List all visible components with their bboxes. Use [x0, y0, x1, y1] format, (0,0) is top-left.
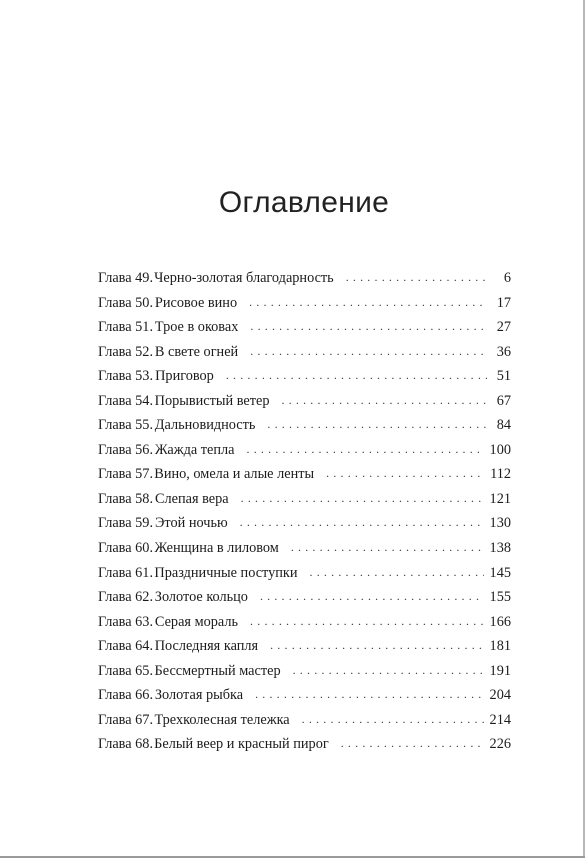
- toc-entry: [98, 266, 511, 291]
- toc-entry: [98, 438, 511, 463]
- toc-page-number: 145: [489, 564, 511, 581]
- toc-chapter-title: Порывистый ветер: [154, 392, 270, 409]
- toc-chapter-title: Золотая рыбка: [154, 687, 244, 704]
- toc-dot-leader: [250, 314, 487, 339]
- toc-chapter-number: Глава 51.: [98, 319, 154, 336]
- toc-entry: [98, 389, 511, 414]
- toc-entry: [98, 561, 511, 586]
- toc-chapter-number: Глава 66.: [98, 687, 154, 704]
- toc-page-number: 191: [489, 662, 511, 679]
- toc-chapter-number: Глава 61.: [98, 564, 154, 581]
- toc-chapter-title: Бессмертный мастер: [154, 662, 281, 679]
- toc-page-number: 226: [489, 736, 511, 753]
- toc-dot-leader: [250, 609, 484, 634]
- toc-dot-leader: [260, 584, 484, 609]
- toc-chapter-number: Глава 49.: [98, 270, 154, 286]
- toc-dot-leader: [281, 388, 487, 413]
- toc-chapter-number: Глава 55.: [98, 417, 154, 434]
- toc-chapter-title: Приговор: [155, 368, 214, 385]
- toc-chapter-number: Глава 53.: [98, 368, 154, 385]
- toc-entry: [98, 340, 511, 365]
- toc-entry: [98, 683, 511, 708]
- toc-chapter-title: Рисовое вино: [154, 294, 238, 311]
- toc-chapter-title: Слепая вера: [154, 490, 229, 507]
- toc-chapter-number: Глава 62.: [98, 589, 154, 606]
- toc-page-number: 155: [489, 589, 511, 606]
- toc-page-number: 112: [490, 466, 511, 483]
- toc-entry: [98, 462, 511, 487]
- toc-chapter-number: Глава 59.: [98, 515, 154, 532]
- toc-page-number: 17: [496, 294, 511, 311]
- toc-page-number: 84: [496, 417, 511, 434]
- toc-chapter-number: Глава 54.: [98, 392, 154, 409]
- toc-chapter-number: Глава 52.: [98, 343, 154, 360]
- toc-chapter-number: Глава 65.: [98, 662, 154, 679]
- toc-entry: [98, 315, 511, 340]
- toc-chapter-number: Глава 56.: [98, 441, 154, 458]
- toc-dot-leader: [326, 461, 484, 486]
- toc-entry: [98, 511, 511, 536]
- toc-chapter-number: Глава 60.: [98, 540, 154, 557]
- toc-dot-leader: [226, 363, 487, 388]
- toc-page-number: 67: [496, 392, 511, 409]
- toc-dot-leader: [241, 486, 484, 511]
- toc-chapter-title: Этой ночью: [154, 515, 228, 532]
- toc-entry: [98, 732, 511, 757]
- toc-page-number: 214: [489, 711, 511, 728]
- toc-entry: [98, 291, 511, 316]
- toc-dot-leader: [293, 658, 484, 683]
- toc-entry: [98, 364, 511, 389]
- toc-dot-leader: [302, 707, 484, 732]
- toc-page-number: 181: [489, 638, 511, 655]
- toc-dot-leader: [249, 290, 487, 315]
- table-of-contents: [98, 266, 511, 757]
- toc-chapter-title: Жажда тепла: [154, 441, 235, 458]
- toc-page-number: 130: [489, 515, 511, 532]
- toc-chapter-title: Трое в оковах: [154, 319, 239, 336]
- toc-page-number: 138: [489, 540, 511, 557]
- toc-entry: [98, 634, 511, 659]
- toc-page-number: 166: [489, 613, 511, 630]
- toc-chapter-number: Глава 63.: [98, 613, 154, 630]
- toc-entry: [98, 413, 511, 438]
- toc-chapter-title: Дальновидность: [154, 417, 256, 434]
- page-title: Оглавление: [218, 186, 390, 219]
- toc-chapter-title: Черно-золотая благодарность: [154, 270, 334, 286]
- toc-dot-leader: [291, 535, 484, 560]
- toc-chapter-number: Глава 57.: [98, 466, 154, 483]
- toc-page-number: 204: [489, 687, 511, 704]
- toc-chapter-title: Серая мораль: [154, 613, 239, 630]
- toc-page-number: 36: [496, 343, 511, 360]
- toc-page-number: 100: [489, 441, 511, 458]
- toc-entry: [98, 536, 511, 561]
- toc-chapter-title: Женщина в лиловом: [154, 540, 279, 557]
- toc-entry: [98, 610, 511, 635]
- toc-dot-leader: [250, 339, 487, 364]
- toc-chapter-number: Глава 64.: [98, 638, 154, 655]
- toc-chapter-title: Золотое кольцо: [154, 589, 248, 606]
- toc-entry: [98, 487, 511, 512]
- toc-entry: [98, 708, 511, 733]
- toc-dot-leader: [267, 412, 487, 437]
- toc-entry: [98, 659, 511, 684]
- toc-chapter-number: Глава 68.: [98, 736, 154, 753]
- toc-chapter-title: Последняя капля: [154, 638, 259, 655]
- toc-chapter-number: Глава 67.: [98, 711, 154, 728]
- toc-page-number: 121: [489, 490, 511, 507]
- toc-dot-leader: [346, 265, 487, 290]
- toc-page-number: 6: [503, 270, 511, 286]
- toc-dot-leader: [310, 560, 484, 585]
- toc-dot-leader: [255, 682, 483, 707]
- toc-chapter-title: Праздничные поступки: [154, 564, 298, 581]
- toc-dot-leader: [240, 510, 484, 535]
- toc-entry: [98, 585, 511, 610]
- toc-chapter-number: Глава 58.: [98, 490, 154, 507]
- toc-chapter-title: В свете огней: [154, 343, 239, 360]
- toc-dot-leader: [247, 437, 484, 462]
- toc-page-number: 51: [496, 368, 511, 385]
- toc-chapter-number: Глава 50.: [98, 294, 154, 311]
- toc-chapter-title: Трехколесная тележка: [154, 711, 290, 728]
- toc-chapter-title: Вино, омела и алые ленты: [154, 466, 315, 483]
- toc-page-number: 27: [496, 319, 511, 336]
- toc-dot-leader: [270, 633, 483, 658]
- toc-dot-leader: [341, 731, 484, 756]
- toc-chapter-title: Белый веер и красный пирог: [154, 736, 329, 753]
